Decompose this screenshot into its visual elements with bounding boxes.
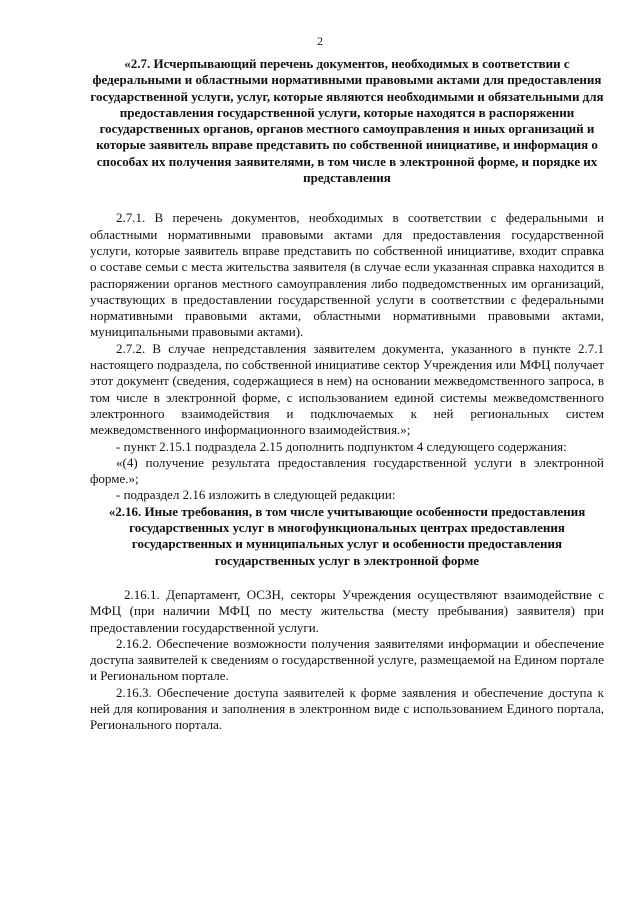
paragraph-2-7-2: 2.7.2. В случае непредставления заявителем документа, указанного в пункте 2.7.1 настоящего подраздела, по собственной инициативе сектор Учреждения или МФЦ получает этот документ (сведения, содержащиеся в нем) на основании межведомственного запроса, в том числе в электронной форме, с использованием единой системы межведомственного электронного взаимодействия и подключаемых к ней региональных систем межведомственного информационного взаимодействия.»; (90, 340, 604, 438)
page-number: 2 (317, 34, 323, 48)
paragraph-2-16-3: 2.16.3. Обеспечение доступа заявителей к форме заявления и обеспечение доступа к ней для копирования и заполнения в электронном виде с использованием Единого портала, Регионального портала. (90, 684, 604, 733)
amendment-2-15-text: «(4) получение результата предоставления государственной услуги в электронной форме.»; (90, 454, 604, 487)
paragraph-2-16-1: 2.16.1. Департамент, ОСЗН, секторы Учреждения осуществляют взаимодействие с МФЦ (при наличии МФЦ по месту жительства (месту пребывания) заявителя) при предоставлении государственной услуги. (90, 586, 604, 635)
paragraph-2-7-1: 2.7.1. В перечень документов, необходимых в соответствии с федеральными и областными нормативными правовыми актами для предоставления государственной услуги, которые заявитель вправе представить по собственной инициативе, входит справка о составе семьи с места жительства заявителя (в случае если указанная справка находится в распоряжении органов местного самоуправления либо подведомственных им организаций, участвующих в предоставлении государственной услуги в соответствии с федеральными нормативными правовыми актами, областными нормативными правовыми актами, муниципальными правовыми актами). (90, 210, 604, 340)
paragraph-2-16-2: 2.16.2. Обеспечение возможности получения заявителями информации и обеспечение доступа заявителей к сведениям о государственной услуге, размещаемой на Едином портале и Региональном портале. (90, 635, 604, 684)
document-body (90, 56, 604, 734)
amendment-2-16-intro: - подраздел 2.16 изложить в следующей редакции: (116, 487, 396, 503)
amendment-2-15-intro: - пункт 2.15.1 подраздела 2.15 дополнить подпунктом 4 следующего содержания: (116, 438, 567, 454)
section-2-16-heading: «2.16. Иные требования, в том числе учитывающие особенности предоставления государственных услуг в многофункциональных центрах предоставления государственных и муниципальных услуг и особенности предоставления государственных услуг в электронной форме (108, 503, 586, 568)
section-2-7-heading: «2.7. Исчерпывающий перечень документов, необходимых в соответствии с федеральными и областными нормативными правовыми актами для предоставления государственной услуги, услуг, которые являются необходимыми и обязательными для предоставления государственной услуги, которые находятся в распоряжении государственных органов, органов местного самоуправления и иных организаций и которые заявитель вправе представить по собственной инициативе, и информация о способах их получения заявителями, в том числе в электронной форме, и порядке их представления (90, 56, 604, 186)
